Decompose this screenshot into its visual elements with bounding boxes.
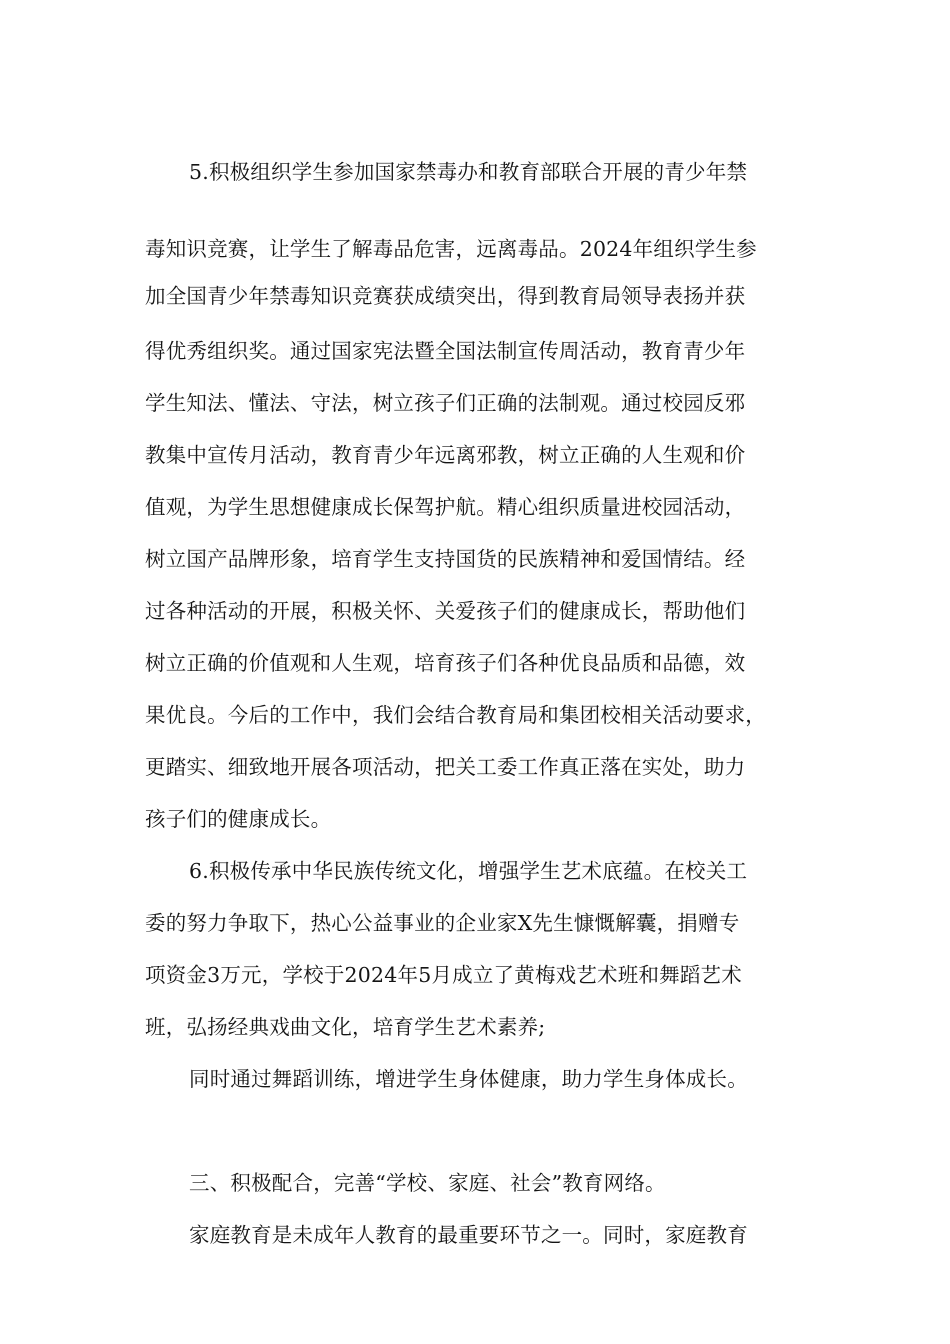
paragraph-5-line: 过各种活动的开展，积极关怀、关爱孩子们的健康成长，帮助他们 <box>145 599 746 623</box>
paragraph-5-line: 值观，为学生思想健康成长保驾护航。精心组织质量进校园活动， <box>145 495 746 519</box>
paragraph-line: 家庭教育是未成年人教育的最重要环节之一。同时，家庭教育 <box>189 1223 748 1247</box>
paragraph-5-line: 得优秀组织奖。通过国家宪法暨全国法制宣传周活动，教育青少年 <box>145 339 746 363</box>
paragraph-5-line: 教集中宣传月活动，教育青少年远离邪教，树立正确的人生观和价 <box>145 443 746 467</box>
paragraph-5-line: 5.积极组织学生参加国家禁毒办和教育部联合开展的青少年禁 <box>189 160 748 184</box>
paragraph-5-line: 学生知法、懂法、守法，树立孩子们正确的法制观。通过校园反邪 <box>145 391 746 415</box>
paragraph-5-line: 加全国青少年禁毒知识竞赛获成绩突出，得到教育局领导表扬并获 <box>145 284 746 308</box>
paragraph-5-line: 更踏实、细致地开展各项活动，把关工委工作真正落在实处，助力 <box>145 755 746 779</box>
paragraph-6-line: 班，弘扬经典戏曲文化，培育学生艺术素养; <box>145 1015 546 1039</box>
paragraph-5-line: 孩子们的健康成长。 <box>145 807 332 831</box>
paragraph-5-line: 果优良。今后的工作中，我们会结合教育局和集团校相关活动要求， <box>145 703 766 727</box>
paragraph-5-line: 树立正确的价值观和人生观，培育孩子们各种优良品质和品德，效 <box>145 651 746 675</box>
paragraph-6-line: 项资金3万元，学校于2024年5月成立了黄梅戏艺术班和舞蹈艺术 <box>145 963 742 987</box>
paragraph-5-line: 树立国产品牌形象，培育学生支持国货的民族精神和爱国情结。经 <box>145 547 746 571</box>
section-heading: 三、积极配合，完善“学校、家庭、社会”教育网络。 <box>189 1171 666 1195</box>
paragraph-line: 同时通过舞蹈训练，增进学生身体健康，助力学生身体成长。 <box>189 1067 748 1091</box>
paragraph-6-line: 6.积极传承中华民族传统文化，增强学生艺术底蕴。在校关工 <box>189 859 748 883</box>
paragraph-5-line: 毒知识竞赛，让学生了解毒品危害，远离毒品。2024年组织学生参 <box>145 237 757 261</box>
paragraph-6-line: 委的努力争取下，热心公益事业的企业家X先生慷慨解囊，捐赠专 <box>145 911 740 935</box>
